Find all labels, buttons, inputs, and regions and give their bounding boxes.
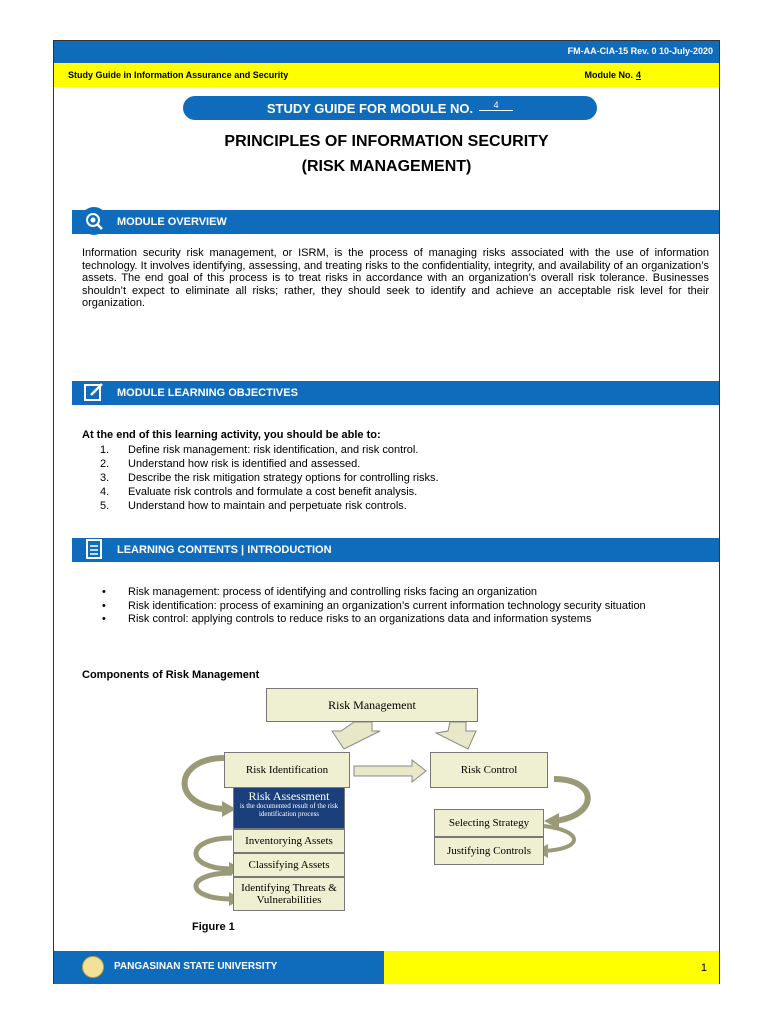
- list-item: • Risk identification: process of examining an organization’s current information technology security situation: [102, 600, 709, 613]
- document-reference: FM-AA-CIA-15 Rev. 0 10-July-2020: [567, 46, 713, 56]
- learning-contents-heading: LEARNING CONTENTS | INTRODUCTION: [117, 544, 332, 556]
- objective-number: 1.: [100, 444, 110, 456]
- objective-text: Understand how risk is identified and assessed.: [128, 458, 361, 470]
- arrow-to-identification: [332, 722, 380, 749]
- objective-number: 3.: [100, 472, 110, 484]
- identifying-threats-box: Identifying Threats & Vulnerabilities: [233, 877, 345, 911]
- risk-management-diagram: [54, 41, 719, 941]
- list-item: • Risk management: process of identifying and controlling risks facing an organization: [102, 586, 709, 599]
- risk-assessment-box: [233, 787, 345, 829]
- curve-arrow-classifying: [196, 838, 232, 869]
- objective-text: Define risk management: risk identification, and risk control.: [128, 444, 419, 456]
- module-overview-text: Information security risk management, or ISRM, is the process of managing risks associated with the use of information technology. It involves identifying, assessing, and treating risks to the confidentiality, integrity, and availability of an organization’s assets. The end goal of this process is to treat risks in accordance with an organization’s overall risk tolerance. Businesses shouldn’t expect to eliminate all risks; rather, they should seek to identify and achieve an acceptable risk level for their organization.: [82, 247, 709, 309]
- module-banner-number: 4: [479, 100, 513, 111]
- curve-arrow-control: [554, 779, 588, 821]
- module-banner-label: STUDY GUIDE FOR MODULE NO.: [266, 100, 474, 116]
- objective-text: Describe the risk mitigation strategy options for controlling risks.: [128, 472, 439, 484]
- module-overview-heading: MODULE OVERVIEW: [117, 216, 227, 228]
- page-title-line2: (RISK MANAGEMENT): [301, 158, 472, 175]
- list-item: • Risk control: applying controls to reduce risks to an organizations data and information systems: [102, 613, 709, 626]
- footer-page-bar: [384, 951, 719, 984]
- guide-title: Study Guide in Information Assurance and Security: [68, 70, 289, 80]
- page-number: 1: [700, 962, 707, 974]
- risk-assessment-note: is the documented result of the risk identification process: [239, 802, 339, 818]
- module-label-text: Module No.: [584, 70, 633, 80]
- arrow-identification-to-control: [354, 760, 426, 782]
- objective-number: 5.: [100, 500, 110, 512]
- risk-control-box: Risk Control: [430, 752, 548, 788]
- curve-arrow-justifying: [544, 826, 574, 851]
- objectives-intro: At the end of this learning activity, you should be able to:: [82, 429, 381, 441]
- justifying-controls-box: Justifying Controls: [434, 837, 544, 865]
- university-name: PANGASINAN STATE UNIVERSITY: [114, 961, 278, 972]
- risk-identification-box: Risk Identification: [224, 752, 350, 788]
- components-heading: Components of Risk Management: [82, 669, 260, 681]
- risk-management-box: Risk Management: [266, 688, 478, 722]
- risk-assessment-title: Risk Assessment: [248, 789, 330, 803]
- university-seal-icon: [82, 956, 104, 978]
- learning-objectives-heading: MODULE LEARNING OBJECTIVES: [117, 387, 298, 399]
- study-guide-page: [53, 40, 720, 984]
- inventorying-assets-box: Inventorying Assets: [233, 829, 345, 853]
- objective-text: Evaluate risk controls and formulate a cost benefit analysis.: [128, 486, 418, 498]
- curve-arrow-assessment: [185, 758, 224, 809]
- objective-text: Understand how to maintain and perpetuate risk controls.: [128, 500, 407, 512]
- classifying-assets-box: Classifying Assets: [233, 853, 345, 877]
- footer-university-bar: [54, 951, 384, 984]
- objective-number: 2.: [100, 458, 110, 470]
- page-title-line1: PRINCIPLES OF INFORMATION SECURITY: [224, 133, 549, 150]
- objective-number: 4.: [100, 486, 110, 498]
- module-number: 4: [635, 70, 641, 80]
- selecting-strategy-box: Selecting Strategy: [434, 809, 544, 837]
- curve-arrow-identifying: [196, 873, 232, 899]
- figure-caption: Figure 1: [192, 921, 235, 933]
- arrow-to-control: [436, 722, 476, 749]
